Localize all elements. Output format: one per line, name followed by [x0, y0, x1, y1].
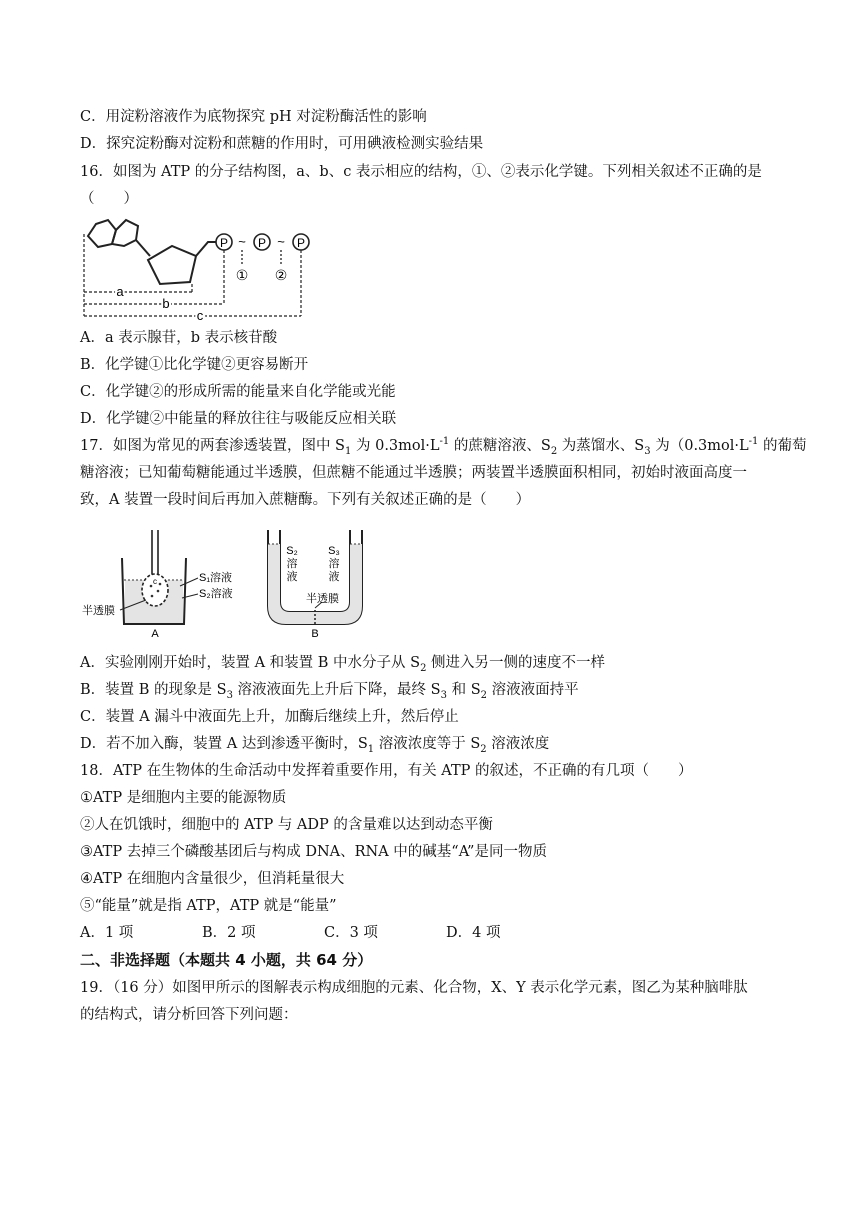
device-b-label: B — [311, 628, 319, 640]
bond-marker-2: ② — [274, 267, 288, 283]
section-heading: 二、非选择题（本题共 4 小题，共 64 分） — [80, 951, 373, 969]
bracket-label-c: c — [196, 308, 204, 323]
q16-option-a: A．a 表示腺苷，b 表示核苷酸 — [80, 330, 278, 346]
q18-item-1: ①ATP 是细胞内主要的能源物质 — [80, 790, 287, 806]
s3-label-b-3: 液 — [328, 571, 340, 583]
q18-item-2: ②人在饥饿时，细胞中的 ATP 与 ADP 的含量难以达到动态平衡 — [80, 817, 493, 833]
high-energy-bond-2: ~ — [277, 234, 285, 249]
q19-stem-line1: 19．（16 分）如图甲所示的图解表示构成细胞的元素、化合物，X、Y 表示化学元素，图乙为某种脑啡肽 — [80, 980, 748, 996]
q17-stem-line1: 17．如图为常见的两套渗透装置，图中 $S_1$ 为 $0.3mol\cdot L^{-1}$ 的蔗糖溶液、$S_2$ 为蒸馏水、$S_3$ 为（$0.3mol\cdot L^{-1}$ 的葡萄 — [80, 436, 807, 457]
bracket-label-b: b — [162, 296, 170, 311]
q17-option-b: B．装置 B 的现象是 $S_3$ 溶液液面先上升后下降，最终 $S_3$ 和 $S_2$ 溶液液面持平 — [80, 682, 579, 701]
device-a-label: A — [151, 628, 159, 640]
option-d-prev: D．探究淀粉酶对淀粉和蔗糖的作用时，可用碘液检测实验结果 — [80, 136, 484, 152]
q16-paren: （ ） — [80, 191, 138, 207]
osmosis-device-b — [262, 528, 372, 640]
q17-stem-line3: 致，A 装置一段时间后再加入蔗糖酶。下列有关叙述正确的是（ ） — [80, 492, 531, 508]
q19-stem-line2: 的结构式，请分析回答下列问题： — [80, 1007, 298, 1023]
q17-option-a: A．实验刚刚开始时，装置 A 和装置 B 中水分子从 $S_2$ 侧进入另一侧的速度不一样 — [80, 655, 606, 674]
q16-option-c: C．化学键②的形成所需的能量来自化学能或光能 — [80, 384, 396, 400]
q18-option-d: D．4 项 — [446, 925, 501, 941]
q18-option-a: A．1 项 — [80, 925, 134, 941]
atp-structure-figure — [80, 212, 320, 327]
q18-stem: 18．ATP 在生物体的生命活动中发挥着重要作用，有关 ATP 的叙述，不正确的有几项（ ） — [80, 763, 693, 779]
s2-label-b: S₂ — [286, 545, 298, 557]
bracket-label-a: a — [116, 284, 124, 299]
osmosis-device-a — [80, 528, 250, 640]
q17-option-d: D．若不加入酶，装置 A 达到渗透平衡时，$S_1$ 溶液浓度等于 $S_2$ 溶液浓度 — [80, 736, 550, 755]
q17-option-c: C．装置 A 漏斗中液面先上升，加酶后继续上升，然后停止 — [80, 709, 459, 725]
svg-text:c: c — [153, 577, 157, 586]
phosphate-label-3: P — [296, 236, 306, 250]
s2-label-b-3: 液 — [286, 571, 298, 583]
adenine-pentagon-ring — [112, 220, 138, 246]
q18-option-c: C．3 项 — [324, 925, 378, 941]
q18-item-4: ④ATP 在细胞内含量很少，但消耗量很大 — [80, 871, 345, 887]
ribose-ring — [148, 246, 196, 284]
s2-solution-label: S₂溶液 — [199, 588, 233, 600]
s3-label-b-2: 溶 — [328, 558, 340, 570]
q18-item-3: ③ATP 去掉三个磷酸基团后与构成 DNA、RNA 中的碱基“A”是同一物质 — [80, 844, 547, 860]
q16-stem: 16．如图为 ATP 的分子结构图，a、b、c 表示相应的结构，①、②表示化学键。下列相关叙述不正确的是 — [80, 164, 762, 180]
s2-label-b-2: 溶 — [286, 558, 298, 570]
bond-marker-1: ① — [235, 267, 249, 283]
phosphate-label-1: P — [219, 236, 229, 250]
s3-label-b: S₃ — [328, 545, 340, 557]
q17-stem-line2: 糖溶液；已知葡萄糖能通过半透膜，但蔗糖不能通过半透膜；两装置半透膜面积相同，初始时液面高度一 — [80, 465, 747, 481]
s1-solution-label: S₁溶液 — [199, 572, 233, 584]
q18-item-5: ⑤“能量”就是指 ATP，ATP 就是“能量” — [80, 898, 337, 914]
q16-option-d: D．化学键②中能量的释放往往与吸能反应相关联 — [80, 411, 397, 427]
q18-options — [80, 923, 568, 943]
membrane-label-a: 半透膜 — [82, 605, 115, 617]
option-c-prev: C．用淀粉溶液作为底物探究 pH 对淀粉酶活性的影响 — [80, 109, 427, 125]
membrane-label-b: 半透膜 — [306, 593, 339, 605]
phosphate-label-2: P — [257, 236, 267, 250]
q18-option-b: B．2 项 — [202, 925, 256, 941]
high-energy-bond-1: ~ — [238, 234, 246, 249]
q16-option-b: B．化学键①比化学键②更容易断开 — [80, 357, 309, 373]
